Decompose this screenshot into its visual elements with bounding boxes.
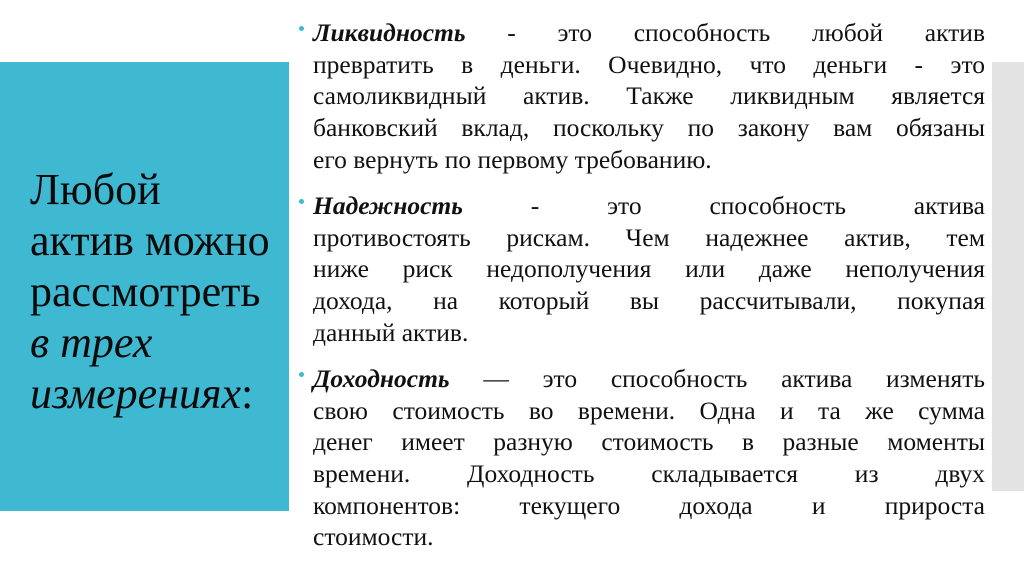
bullet-line [313, 17, 985, 49]
bullet-line: данный актив. [313, 317, 469, 347]
bullet-line: стоимости. [313, 522, 434, 552]
slide-title [30, 164, 270, 419]
bullet-term: Ликвидность [313, 18, 466, 47]
bullet-line: банковский вклад, поскольку по закону вам обязаны [313, 113, 985, 143]
bullet-line: денег имеет разную стоимость в разные моменты [313, 427, 985, 457]
title-colon: : [241, 369, 254, 418]
title-line: актив можно [30, 216, 270, 265]
bullet-line [313, 190, 985, 222]
bullet-text: — это способность актива изменять [449, 363, 985, 393]
bullet-line: противостоять рискам. Чем надежнее актив, тем [313, 222, 985, 252]
title-line-last [30, 368, 270, 419]
bullet-line: его вернуть по первому требованию. [313, 144, 712, 174]
bullet-dot-icon [299, 26, 304, 31]
bullet-line: времени. Доходность складывается из двух [313, 458, 985, 488]
bullet-item [313, 17, 985, 175]
bullet-line: ниже риск недополучения или даже неполучения [313, 254, 985, 284]
title-italic: измерениях [30, 369, 242, 418]
bullet-line: превратить в деньги. Очевидно, что деньги - это [313, 49, 985, 79]
bullet-line: самоликвидный актив. Также ликвидным является [313, 81, 985, 111]
bullet-line: дохода, на который вы рассчитывали, покупая [313, 286, 985, 315]
bullet-dot-icon [299, 372, 304, 377]
bullet-list [313, 17, 985, 568]
title-line: Любой [30, 165, 161, 214]
bullet-item [313, 190, 985, 348]
bullet-line: компонентов: текущего дохода и прироста [313, 490, 985, 520]
bullet-text: - это способность актива [462, 190, 985, 220]
bullet-item [313, 363, 985, 553]
bullet-term: Надежность [313, 190, 463, 220]
bullet-term: Доходность [313, 363, 450, 393]
title-line: рассмотреть [30, 267, 261, 316]
title-line-italic: в трех [30, 318, 153, 367]
bullet-line [313, 363, 985, 395]
bullet-dot-icon [299, 199, 304, 204]
side-band [992, 62, 1024, 491]
bullet-line: свою стоимость во времени. Одна и та же сумма [313, 395, 985, 425]
bullet-text: - это способность любой актив [465, 18, 985, 47]
